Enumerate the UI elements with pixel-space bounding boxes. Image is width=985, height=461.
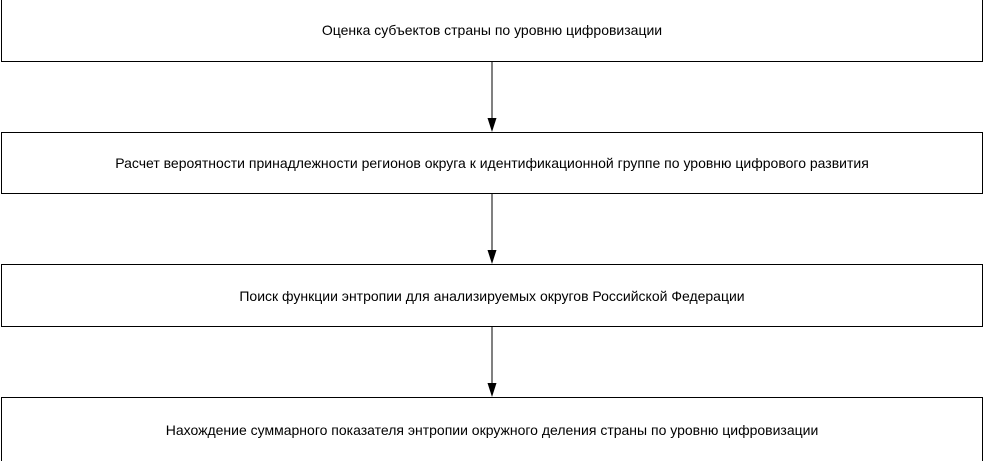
step-box-3 [1,264,983,327]
arrow-1-to-2 [485,62,499,132]
step-box-1 [1,0,983,62]
arrow-3-to-4 [485,327,499,397]
step-label-3: Поиск функции энтропии для анализируемых округов Российской Федерации [239,287,745,304]
step-box-2 [1,132,983,194]
step-box-4 [1,397,983,461]
step-label-2: Расчет вероятности принадлежности регионов округа к идентификационной группе по уровню цифрового развития [115,155,869,171]
arrow-2-to-3 [485,194,499,264]
step-label-4: Нахождение суммарного показателя энтропии окружного деления страны по уровню цифровизации [165,421,819,438]
step-label-1: Оценка субъектов страны по уровню цифровизации [321,22,663,38]
